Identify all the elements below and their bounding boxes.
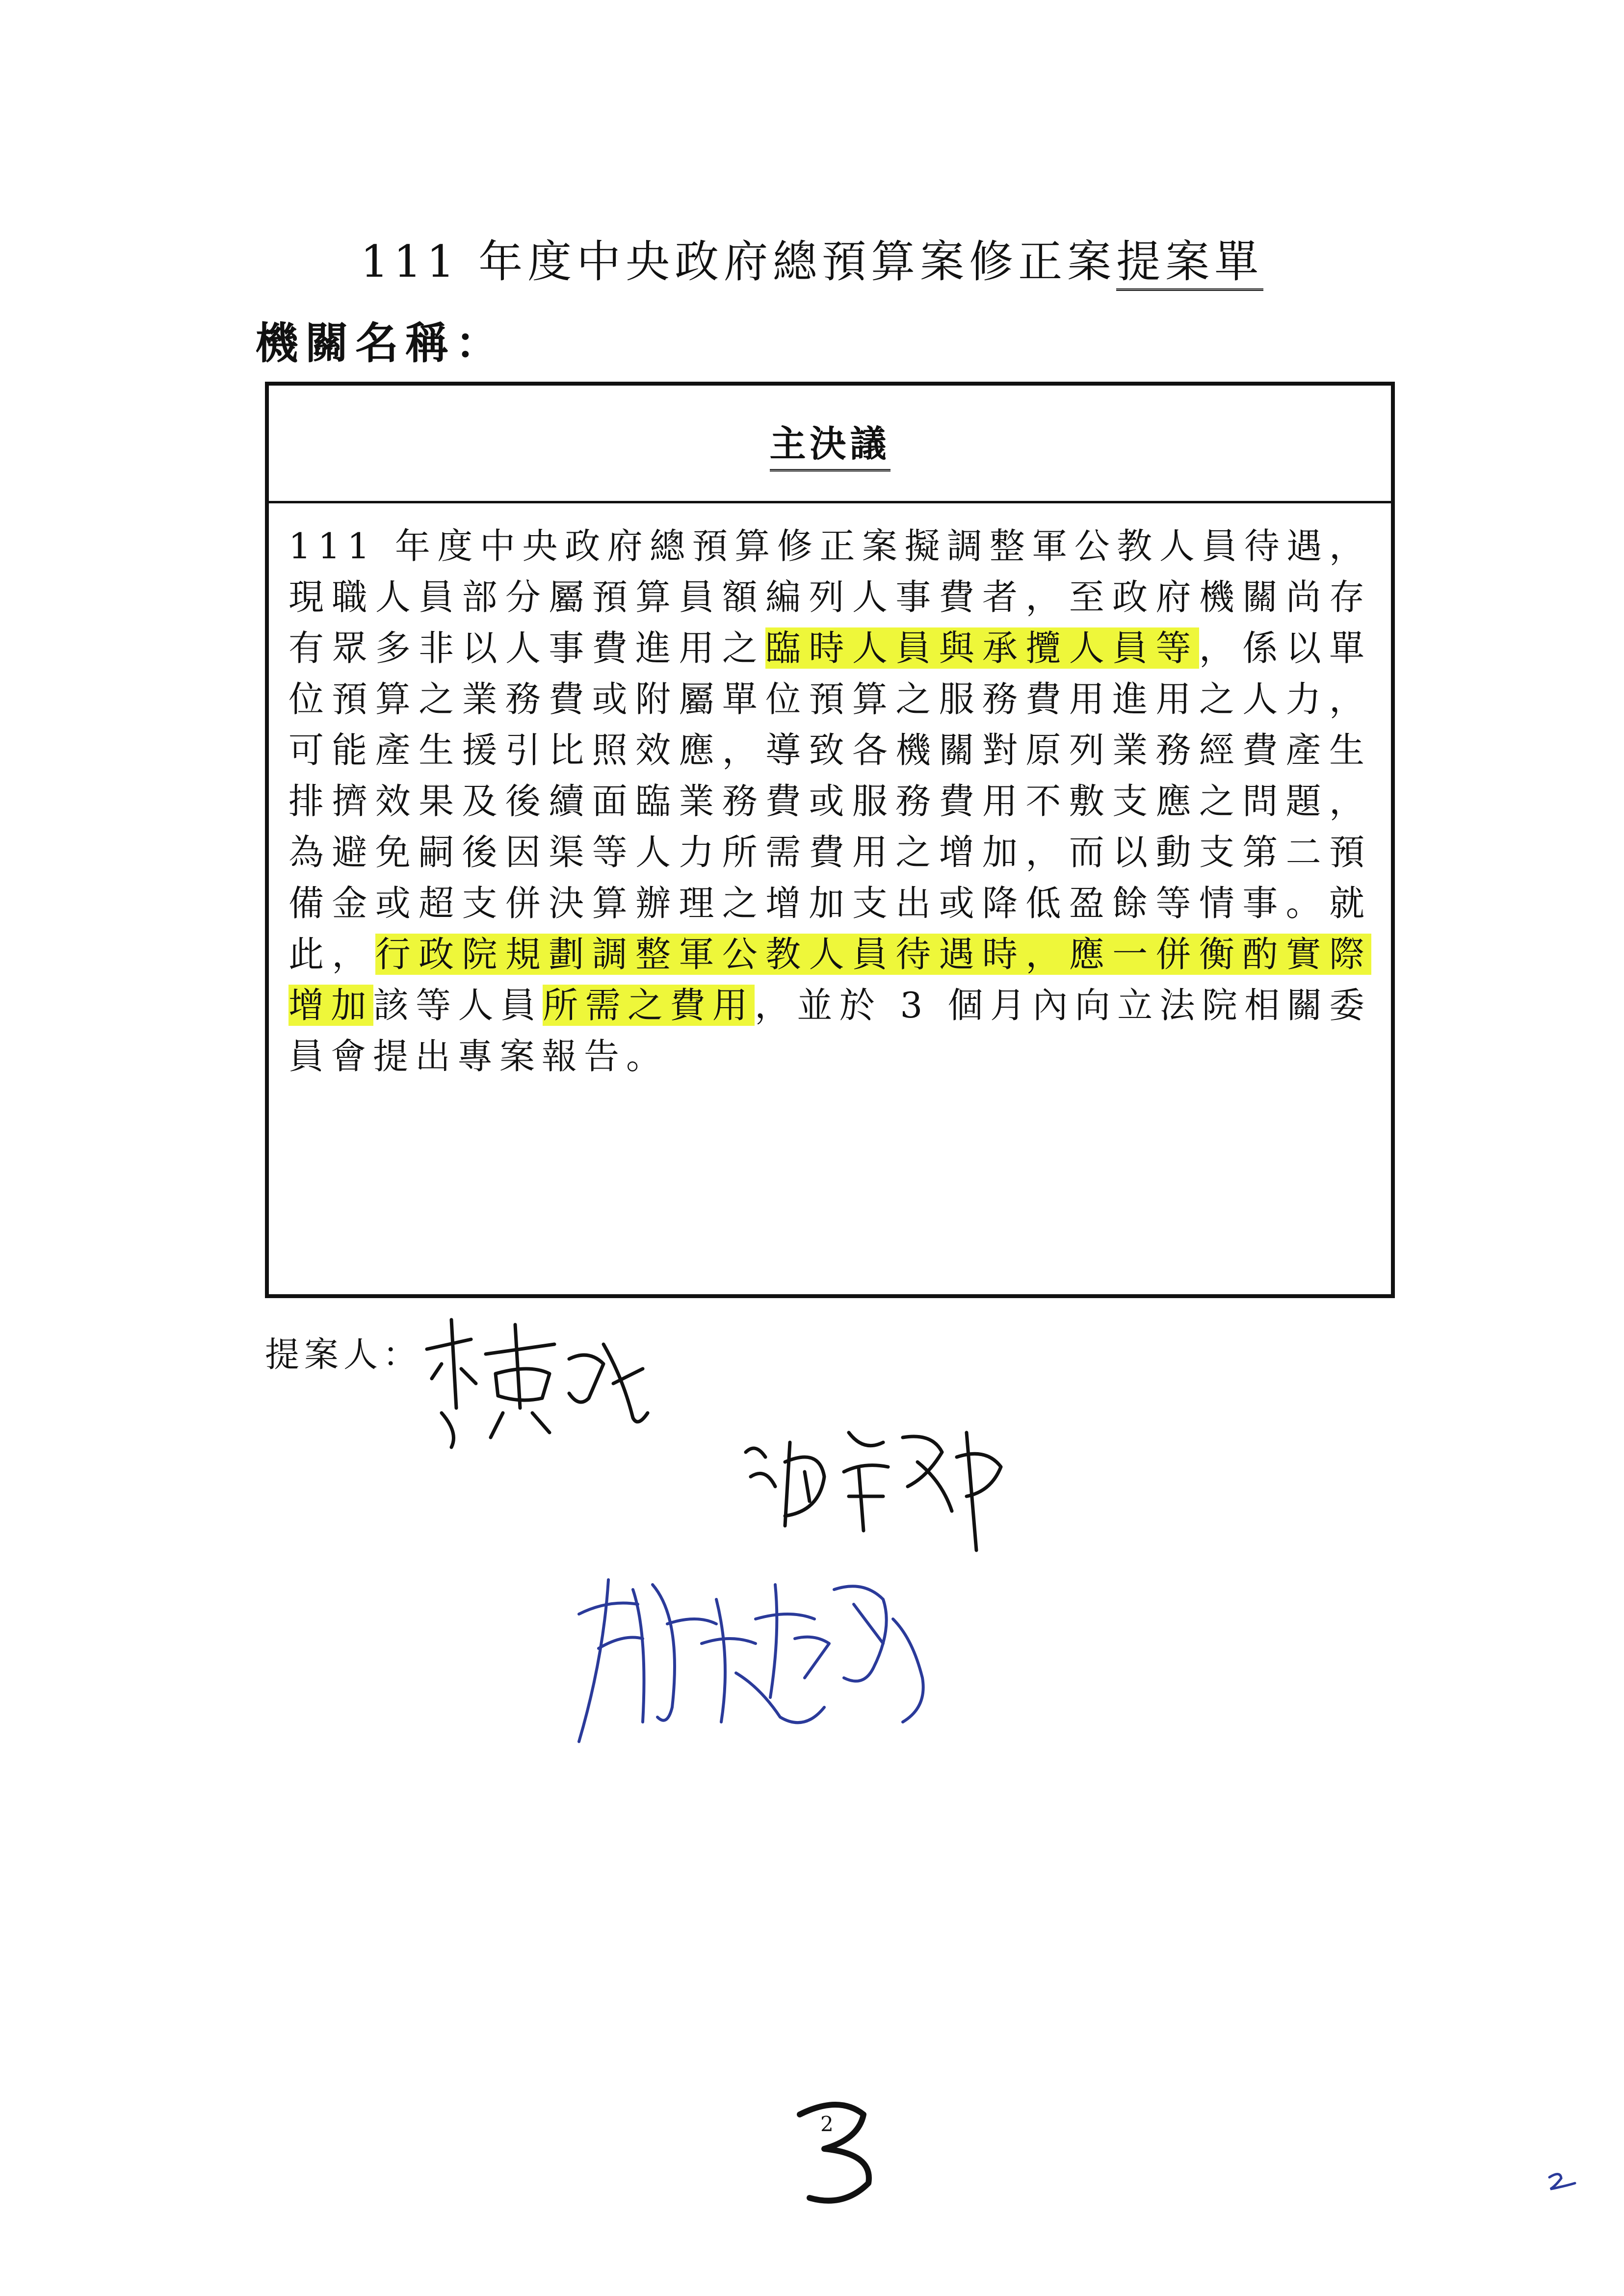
signature-2 [736, 1413, 1011, 1555]
title-underlined: 提案單 [1116, 236, 1263, 291]
body-text-part3: 該等人員 [373, 985, 543, 1026]
handwritten-page-number [785, 2095, 893, 2208]
table-header-text: 主決議 [770, 415, 891, 471]
body-text-part1: 111 年度中央政府總預算修正案擬調整軍公教人員待遇，現職人員部分屬預算員額編列人事費者，至政府機關尚存有眾多非以人事費進用之 [288, 525, 1371, 669]
highlighted-text-3: 所需之費用 [543, 985, 755, 1026]
table-header-cell [269, 386, 1391, 503]
highlighted-text-2: 行政院規劃調整軍公教人員待遇時，應一併衡酌實際增加 [288, 934, 1371, 1026]
corner-handwritten-mark [1545, 2168, 1580, 2193]
page-number-printed: 2 [820, 2112, 834, 2136]
resolution-body-text [288, 521, 1371, 1082]
document-title [0, 226, 1624, 289]
resolution-table [265, 382, 1395, 1298]
body-text-part2: ，係以單位預算之業務費或附屬單位預算之服務費用進用之人力，可能產生援引比照效應，導致各機關對原列業務經費產生排擠效果及後續面臨業務費或服務費用不敷支應之問題，為避免嗣後因渠等人力所需費用之增加，而以動支第二預備金或超支併決算辦理之增加支出或降低盈餘等情事。就此， [288, 627, 1371, 975]
signature-3 [569, 1560, 942, 1747]
highlighted-text-1: 臨時人員與承攬人員等 [765, 627, 1199, 669]
agency-name-label: 機關名稱： [255, 318, 506, 368]
signature-1 [412, 1310, 657, 1457]
body-text-part4: ，並於 3 個月內向立法院相關委員會提出專案報告。 [288, 985, 1371, 1077]
title-prefix: 111 年度中央政府總預算案修正案 [360, 236, 1117, 287]
proposer-label: 提案人： [265, 1334, 422, 1375]
